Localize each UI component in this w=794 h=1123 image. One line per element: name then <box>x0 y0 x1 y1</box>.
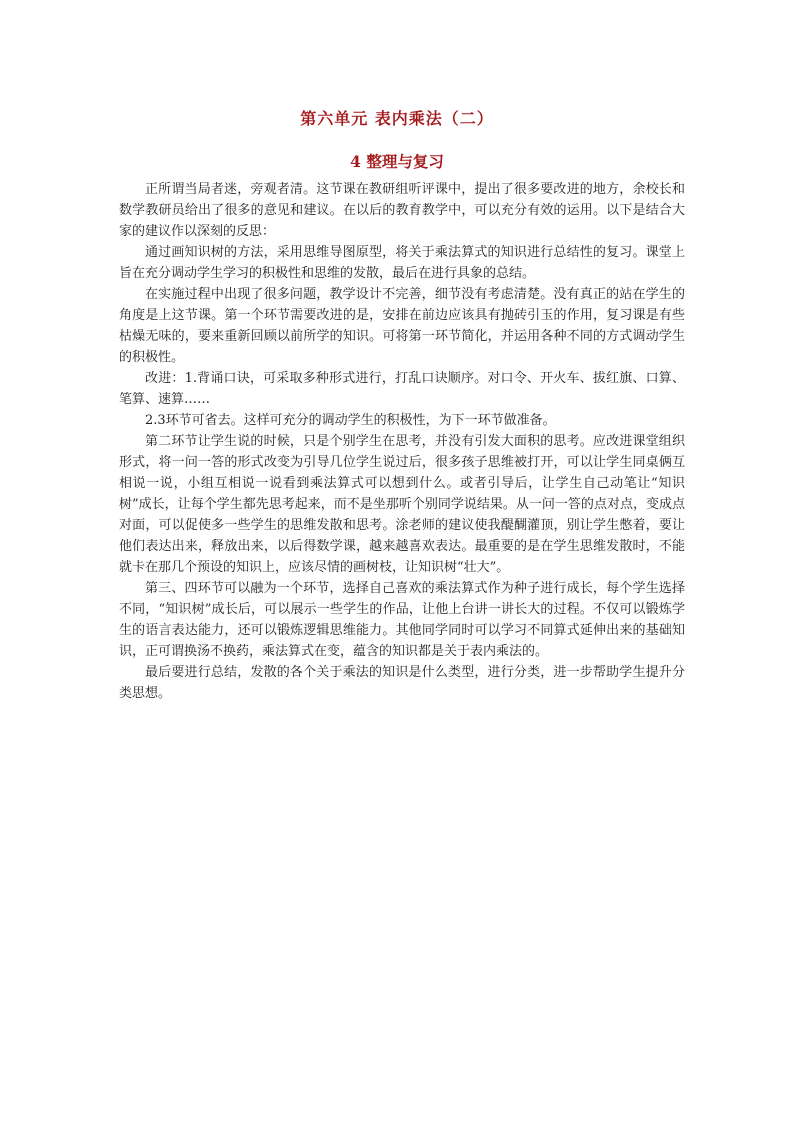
paragraph-second-step: 第二环节让学生说的时候，只是个别学生在思考，并没有引发大面积的思考。应改进课堂组织形式，将一问一答的形式改变为引导几位学生说过后，很多孩子思维被打开，可以让学生同桌俩互相说一说，小组互相说一说看到乘法算式可以想到什么。或者引导后，让学生自己动笔让“知识树”成长，让每个学生都先思考起来，而不是坐那听个别同学说结果。从一问一答的点对点，变成点对面，可以促使多一些学生的思维发散和思考。涂老师的建议使我醍醐灌顶，别让学生憋着，要让他们表达出来，释放出来，以后得数学课，越来越喜欢表达。最重要的是在学生思维发散时，不能就卡在那几个预设的知识上，应该尽情的画树枝，让知识树“壮大”。 <box>119 434 685 575</box>
paragraph-third-fourth-step: 第三、四环节可以融为一个环节，选择自己喜欢的乘法算式作为种子进行成长，每个学生选择不同，“知识树”成长后，可以展示一些学生的作品，让他上台讲一讲长大的过程。不仅可以锻炼学生的语言表达能力，还可以锻炼逻辑思维能力。其他同学同时可以学习不同算式延伸出来的基础知识，正可谓换汤不换药，乘法算式在变，蕴含的知识都是关于表内乘法的。 <box>119 581 685 659</box>
paragraph-intro: 正所谓当局者迷，旁观者清。这节课在教研组听评课中，提出了很多要改进的地方，余校长和数学教研员给出了很多的意见和建议。在以后的教育教学中，可以充分有效的运用。以下是结合大家的建议作以深刻的反思： <box>119 182 685 239</box>
unit-title: 第六单元 表内乘法（二） <box>300 109 494 128</box>
paragraph-improvement: 改进：1.背诵口诀，可采取多种形式进行，打乱口诀顺序。对口令、开火车、拔红旗、口算、笔算、速算…… <box>119 371 685 407</box>
paragraph-summary: 最后要进行总结，发散的各个关于乘法的知识是什么类型，进行分类，进一步帮助学生提升分类思想。 <box>119 665 685 701</box>
paragraph-method: 通过画知识树的方法，采用思维导图原型，将关于乘法算式的知识进行总结性的复习。课堂上旨在充分调动学生学习的积极性和思维的发散，最后在进行具象的总结。 <box>119 245 685 281</box>
lesson-subtitle: 4 整理与复习 <box>350 152 444 171</box>
paragraph-step23: 2.3环节可省去。这样可充分的调动学生的积极性，为下一环节做准备。 <box>145 413 556 428</box>
document-body <box>119 179 685 704</box>
paragraph-problems: 在实施过程中出现了很多问题，教学设计不完善，细节没有考虑清楚。没有真正的站在学生的角度是上这节课。第一个环节需要改进的是，安排在前边应该具有抛砖引玉的作用，复习课是有些枯燥无味的，要来重新回顾以前所学的知识。可将第一环节简化，并运用各种不同的方式调动学生的积极性。 <box>119 287 685 365</box>
